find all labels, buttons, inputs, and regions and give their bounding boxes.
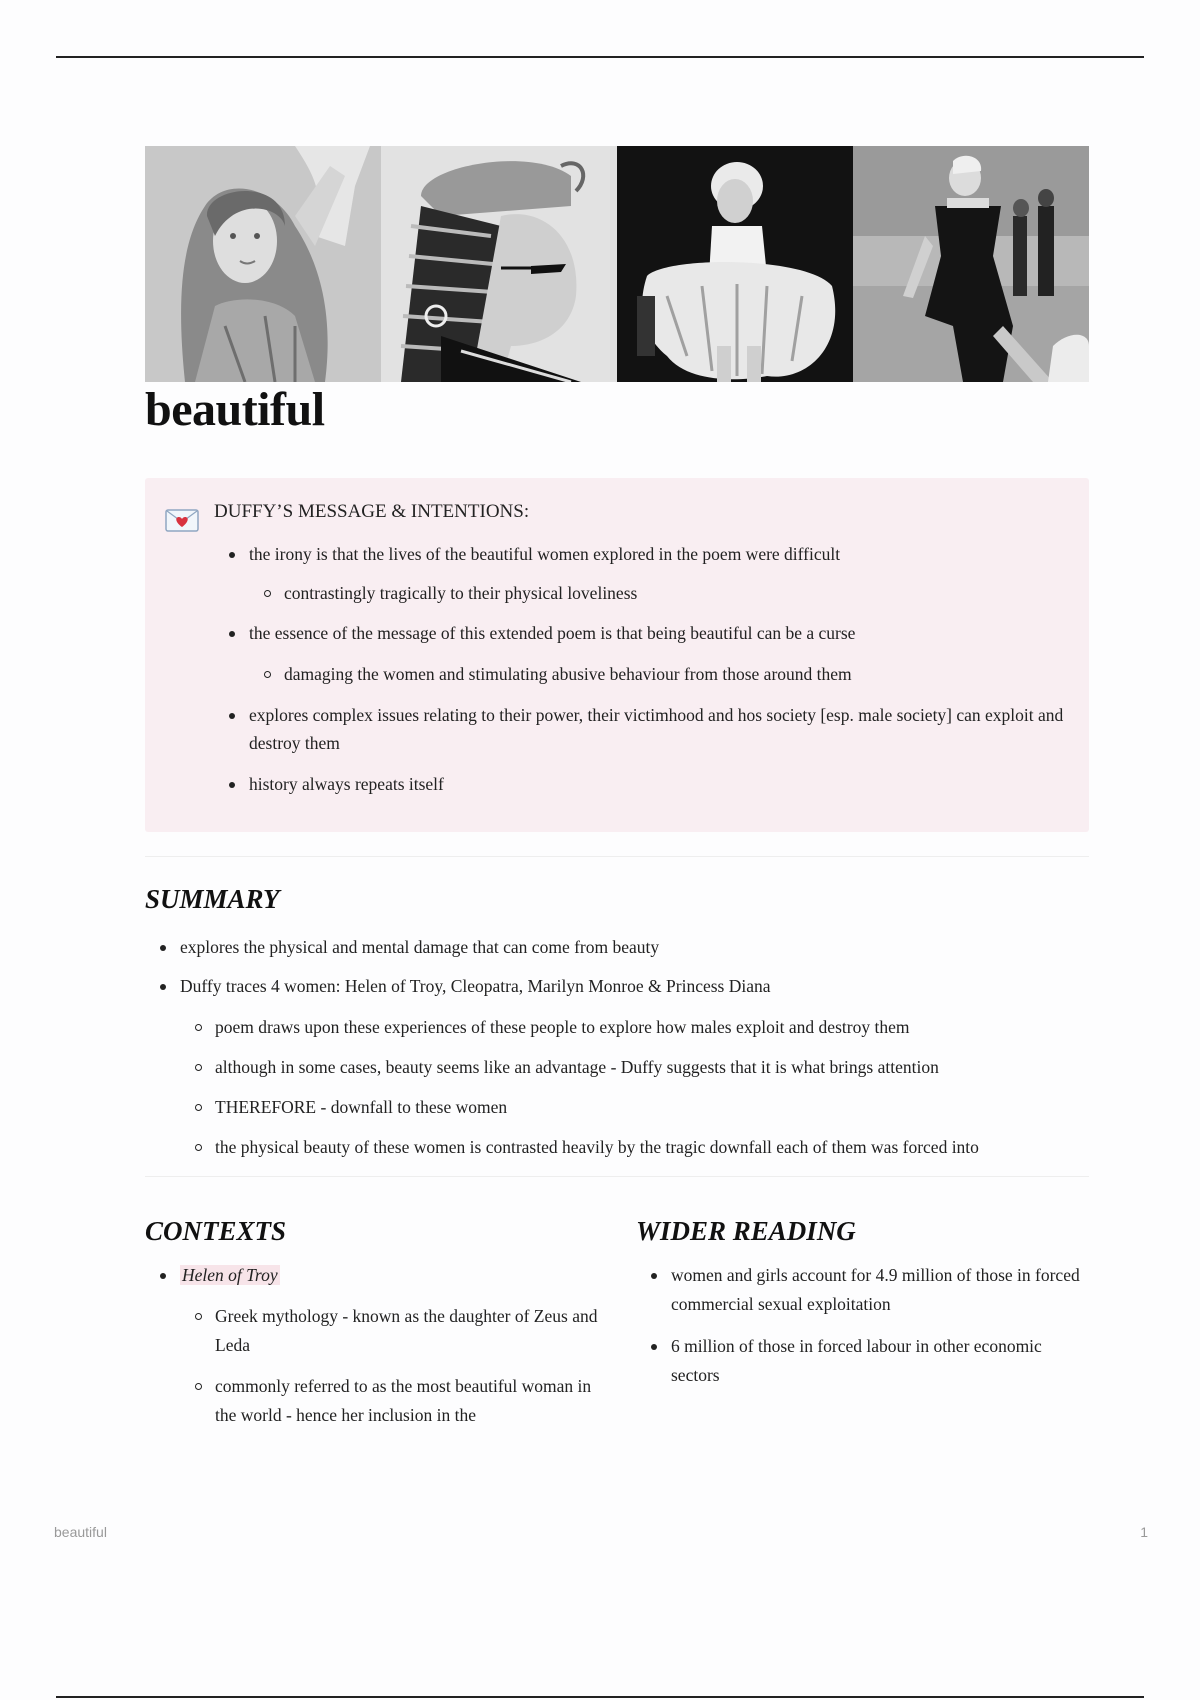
list-item: Greek mythology - known as the daughter of Zeus and Leda: [215, 1302, 605, 1360]
list-item: poem draws upon these experiences of these people to explore how males exploit and destroy them: [215, 1013, 909, 1042]
list-item: although in some cases, beauty seems like an advantage - Duffy suggests that it is what brings attention: [215, 1053, 939, 1082]
list-item: commonly referred to as the most beautiful woman in the world - hence her inclusion in the: [215, 1372, 605, 1430]
list-item: explores the physical and mental damage that can come from beauty: [180, 933, 659, 962]
divider: [145, 856, 1089, 857]
summary-heading: SUMMARY: [145, 884, 280, 914]
list-item: the physical beauty of these women is contrasted heavily by the tragic downfall each of them was forced into: [215, 1133, 979, 1162]
message-callout: [145, 478, 1089, 832]
top-rule: [56, 56, 1144, 58]
list-item: the irony is that the lives of the beautiful women explored in the poem were difficult: [249, 540, 840, 568]
list-item: the essence of the message of this extended poem is that being beautiful can be a curse: [249, 619, 855, 647]
bottom-rule: [56, 1696, 1144, 1698]
list-item: Duffy traces 4 women: Helen of Troy, Cleopatra, Marilyn Monroe & Princess Diana: [180, 972, 771, 1001]
list-item: damaging the women and stimulating abusive behaviour from those around them: [284, 660, 852, 688]
list-item: explores complex issues relating to their power, their victimhood and hos society [esp. male society] can exploit and destroy them: [249, 701, 1069, 757]
list-item: history always repeats itself: [249, 770, 444, 798]
page-title: beautiful: [145, 383, 325, 436]
helen-painting-icon: [145, 146, 381, 382]
list-item: contrastingly tragically to their physical loveliness: [284, 579, 637, 607]
list-item: Helen of Troy: [180, 1261, 280, 1290]
list-item: 6 million of those in forced labour in other economic sectors: [671, 1332, 1091, 1390]
hero-banner: [145, 146, 1089, 382]
footer-title: beautiful: [54, 1524, 107, 1540]
page-number: 1: [1140, 1524, 1148, 1540]
list-item: THEREFORE - downfall to these women: [215, 1093, 507, 1122]
divider: [145, 1176, 1089, 1177]
diana-photo-icon: [853, 146, 1089, 382]
marilyn-photo-icon: [617, 146, 853, 382]
contexts-heading: CONTEXTS: [145, 1216, 287, 1246]
list-item: women and girls account for 4.9 million of those in forced commercial sexual exploitation: [671, 1261, 1091, 1319]
wider-reading-heading: WIDER READING: [636, 1216, 856, 1246]
cleopatra-drawing-icon: [381, 146, 617, 382]
love-letter-icon: [165, 507, 199, 533]
callout-heading: DUFFY’S MESSAGE & INTENTIONS:: [214, 501, 530, 522]
